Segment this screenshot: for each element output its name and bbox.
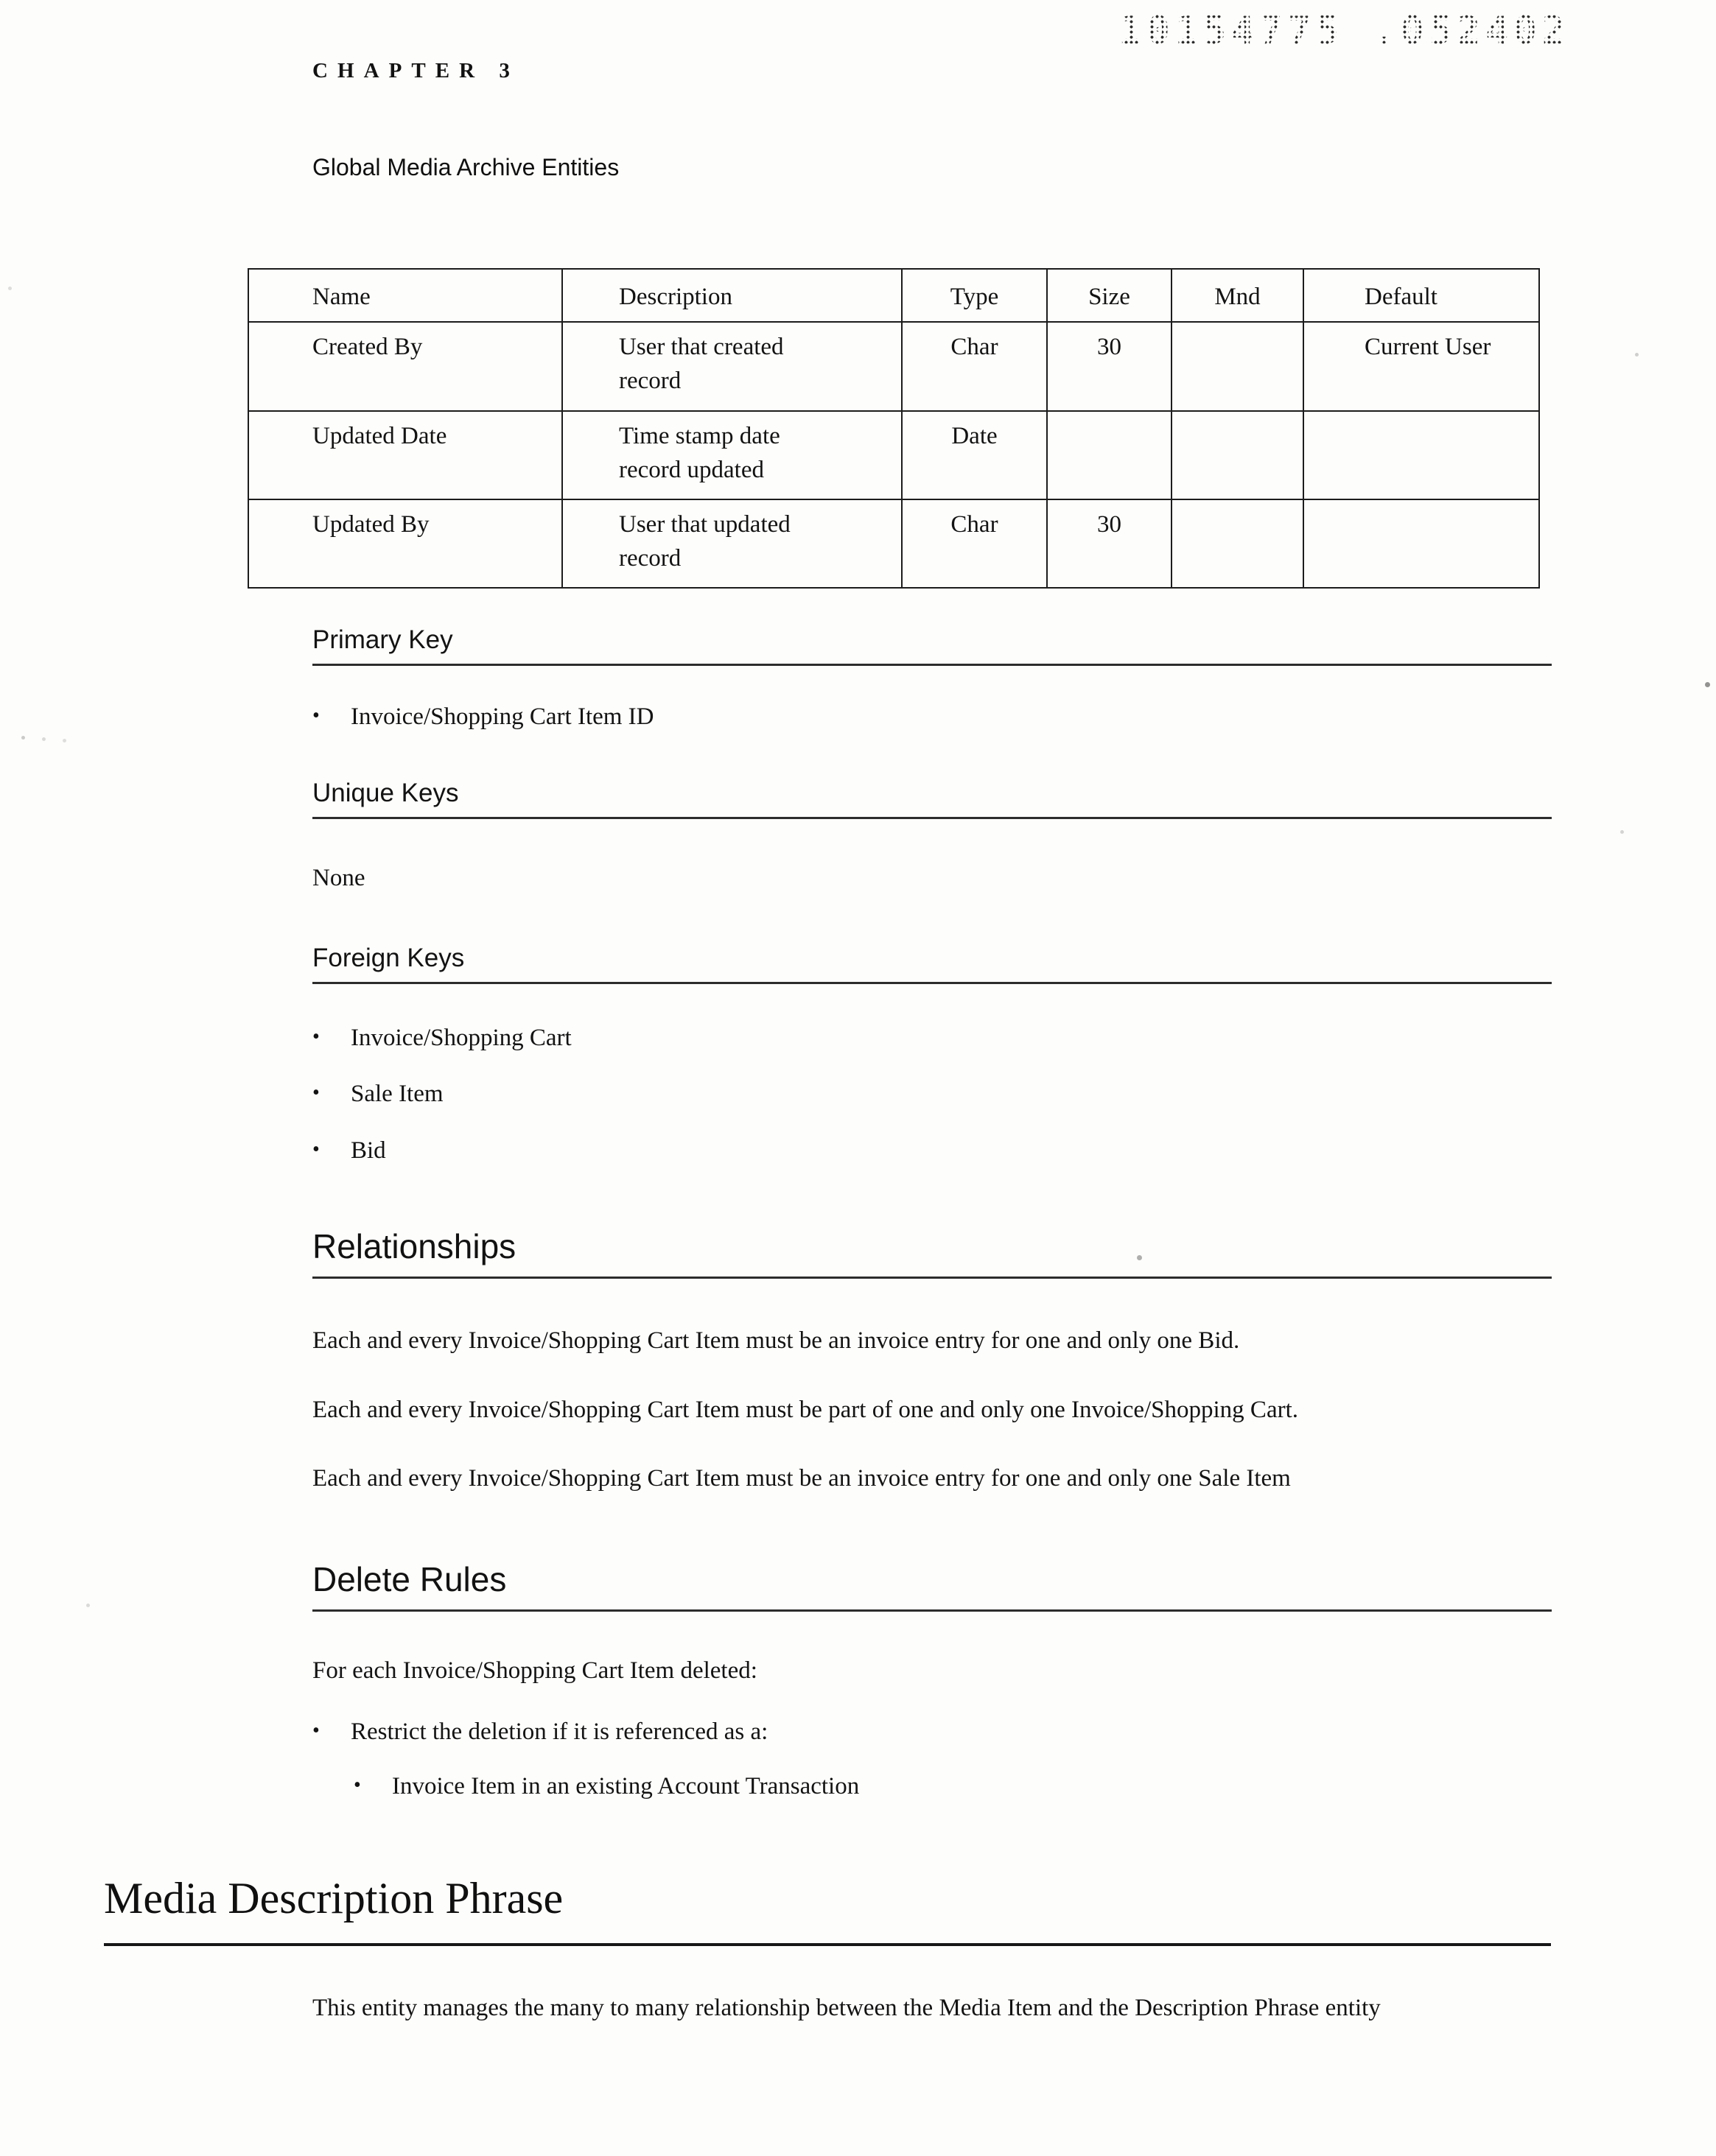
list-item-text: Invoice/Shopping Cart [351, 1025, 572, 1052]
cell-mnd [1172, 322, 1303, 410]
cell-default [1303, 411, 1539, 499]
cell-type: Date [902, 411, 1047, 499]
column-header-mnd: Mnd [1172, 269, 1303, 322]
list-item [312, 1134, 1418, 1167]
scan-noise [0, 0, 2, 2]
bullet-icon [312, 1715, 351, 1749]
bullet-icon [312, 1021, 351, 1055]
page-subtitle: Global Media Archive Entities [312, 154, 620, 180]
column-header-size: Size [1047, 269, 1172, 322]
cell-default: Current User [1303, 322, 1539, 410]
media-description-phrase-heading: Media Description Phrase [104, 1873, 1551, 1946]
list-item [312, 1715, 1418, 1749]
delete-rules-intro: For each Invoice/Shopping Cart Item deleted: [312, 1657, 757, 1685]
column-header-name: Name [248, 269, 562, 322]
list-item-text: Restrict the deletion if it is referenced as a: [351, 1718, 768, 1745]
relationship-rule: Each and every Invoice/Shopping Cart Item must be an invoice entry for one and only one Sale Item [312, 1465, 1291, 1492]
list-item-text: Invoice/Shopping Cart Item ID [351, 703, 654, 731]
cell-mnd [1172, 411, 1303, 499]
list-item [312, 1077, 1418, 1111]
table-row [248, 499, 1539, 588]
patent-number-stamp: 10154775 .052402 [1118, 9, 1570, 53]
cell-name: Updated Date [248, 411, 562, 499]
media-description-phrase-body: This entity manages the many to many relationship between the Media Item and the Description Phrase entity [312, 1995, 1381, 2022]
bullet-icon [354, 1769, 392, 1803]
cell-default [1303, 499, 1539, 588]
cell-description: User that updated record [562, 499, 902, 588]
bullet-icon [312, 1134, 351, 1167]
cell-description: User that created record [562, 322, 902, 410]
cell-size [1047, 411, 1172, 499]
unique-keys-heading: Unique Keys [312, 779, 1552, 819]
cell-mnd [1172, 499, 1303, 588]
list-item-text: Sale Item [351, 1081, 444, 1108]
delete-rules-heading: Delete Rules [312, 1559, 1552, 1612]
foreign-keys-heading: Foreign Keys [312, 944, 1552, 984]
table-row [248, 411, 1539, 499]
cell-type: Char [902, 322, 1047, 410]
table-row [248, 322, 1539, 410]
relationship-rule: Each and every Invoice/Shopping Cart Item must be part of one and only one Invoice/Shopping Cart. [312, 1396, 1298, 1423]
bullet-icon [312, 1077, 351, 1111]
cell-type: Char [902, 499, 1047, 588]
list-item-text: Invoice Item in an existing Account Transaction [392, 1773, 860, 1799]
list-item-text: Bid [351, 1137, 386, 1164]
table-header-row [248, 269, 1539, 322]
list-item [312, 1021, 1418, 1055]
relationship-rule: Each and every Invoice/Shopping Cart Item must be an invoice entry for one and only one Bid. [312, 1327, 1240, 1354]
column-header-description: Description [562, 269, 902, 322]
entity-attributes-table [248, 268, 1540, 589]
list-item [312, 700, 1418, 734]
relationships-heading: Relationships [312, 1226, 1552, 1279]
column-header-default: Default [1303, 269, 1539, 322]
cell-size: 30 [1047, 322, 1172, 410]
unique-keys-value: None [312, 864, 365, 891]
cell-name: Updated By [248, 499, 562, 588]
cell-size: 30 [1047, 499, 1172, 588]
column-header-type: Type [902, 269, 1047, 322]
primary-key-heading: Primary Key [312, 625, 1552, 666]
cell-name: Created By [248, 322, 562, 410]
cell-description: Time stamp date record updated [562, 411, 902, 499]
chapter-label: CHAPTER 3 [312, 59, 519, 82]
bullet-icon [312, 700, 351, 734]
list-item-nested [354, 1769, 1459, 1803]
